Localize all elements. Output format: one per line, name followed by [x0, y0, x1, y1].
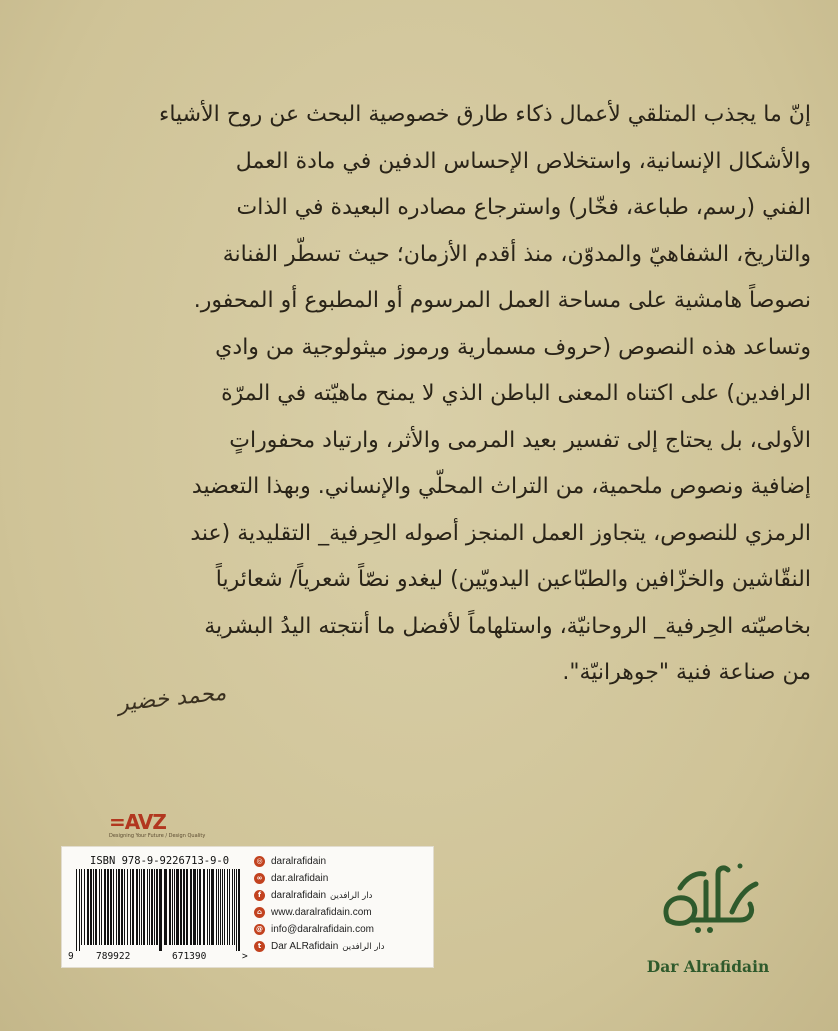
barcode-bar [222, 869, 223, 945]
barcode-bar [143, 869, 145, 945]
barcode-bar [224, 869, 225, 945]
barcode-bar [154, 869, 155, 945]
body-line: والأشكال الإنسانية، واستخلاص الإحساس الدفين في مادة العمل [235, 148, 811, 174]
barcode-bar [176, 869, 179, 945]
barcode-bar [207, 869, 208, 945]
barcode-bar [76, 869, 77, 951]
barcode-bar [211, 869, 214, 945]
barcode-bar [116, 869, 117, 945]
body-line: وتساعد هذه النصوص (حروف مسمارية ورموز ميثولوجية من وادي [215, 334, 811, 360]
contact-facebook[interactable] [254, 887, 430, 904]
barcode-bar [139, 869, 140, 945]
body-text [95, 92, 811, 697]
barcode-bar [136, 869, 138, 945]
barcode-bar [90, 869, 92, 945]
barcode-bar [156, 869, 158, 945]
publisher-logo-icon [640, 858, 770, 938]
barcode-bar [183, 869, 185, 945]
barcode-bar [81, 869, 82, 945]
barcode-bar [218, 869, 219, 945]
contact-text: info@daralrafidain.com [271, 924, 374, 935]
barcode-bar [227, 869, 228, 945]
body-line: من صناعة فنية "جوهرانيّة". [562, 660, 811, 685]
barcode-bar [93, 869, 94, 945]
barcode-bars [74, 869, 244, 951]
barcode-bar [147, 869, 148, 945]
body-line: نصوصاً هامشية على مساحة العمل المرسوم أو المطبوع أو المحفور. [193, 288, 811, 313]
barcode-bar [110, 869, 112, 945]
contact-text-arabic: دار الرافدين [342, 941, 385, 952]
barcode-bar [180, 869, 182, 945]
contact-text: Dar ALRafidain [271, 941, 339, 952]
barcode-bar [151, 869, 153, 945]
barcode-bar [220, 869, 221, 945]
barcode-digit-prefix: 9 [68, 951, 74, 962]
contact-text-arabic: دار الرافدين [330, 890, 373, 901]
contact-email[interactable] [254, 921, 430, 938]
barcode-bar [216, 869, 217, 945]
barcode-bar [132, 869, 134, 945]
barcode-digit-left: 789922 [96, 951, 131, 962]
barcode-bar [186, 869, 188, 945]
instagram-icon: ◎ [254, 856, 265, 867]
barcode-bar [197, 869, 198, 945]
barcode-bar [104, 869, 106, 945]
body-line: بخاصيّته الحِرفية_ الروحانيّة، واستلهاماً لأفضل ما أنتجته اليدُ البشرية [204, 613, 811, 639]
barcode-bar [232, 869, 233, 945]
web-icon: ⌂ [254, 907, 265, 918]
twitter-icon: t [254, 941, 265, 952]
contact-text: daralrafidain [271, 890, 327, 901]
barcode-bar [229, 869, 230, 945]
barcode-bar [209, 869, 210, 945]
barcode-bar [238, 869, 240, 951]
body-line: النقّاشين والخزّافين والطبّاعين اليدويّين) ليغدو نصّاً شعرياً/ شعائرياً [215, 567, 811, 592]
barcode-bar [87, 869, 89, 945]
contact-text: daralrafidain [271, 856, 327, 867]
contact-instagram[interactable] [254, 853, 430, 870]
publisher-name: Dar Alrafidain [646, 957, 770, 976]
barcode-digit-right: 671390 [172, 951, 207, 962]
barcode-bar [193, 869, 196, 945]
barcode-bar [141, 869, 142, 945]
barcode-digit-end: > [242, 951, 248, 962]
email-icon: @ [256, 925, 263, 933]
barcode-bar [99, 869, 100, 945]
author-signature: محمد خضير [116, 680, 228, 717]
designer-mark: =AVZ [109, 810, 166, 834]
isbn-label: ISBN 978-9-9226713-9-0 [90, 855, 230, 867]
body-line: الأولى، بل يحتاج إلى تفسير بعيد المرمى والأثر، وارتياد محفوراتٍ [229, 427, 811, 453]
barcode-bar [236, 869, 237, 951]
barcode-bar [172, 869, 173, 945]
barcode-bar [199, 869, 201, 945]
barcode-bar [121, 869, 123, 945]
barcode-bar [107, 869, 109, 945]
contact-list [254, 853, 430, 955]
body-line: والتاريخ، الشفاهيّ والمدوّن، منذ أقدم الأزمان؛ حيث تسطّر الفنانة [222, 241, 811, 267]
facebook-icon: f [254, 890, 265, 901]
barcode-bar [101, 869, 102, 945]
barcode-bar [95, 869, 97, 945]
barcode-bar [164, 869, 167, 945]
contact-twitter[interactable] [254, 938, 430, 955]
designer-logo [95, 812, 215, 846]
barcode-bar [118, 869, 120, 945]
barcode-bar [124, 869, 125, 945]
barcode-bar [127, 869, 128, 945]
body-line: إنّ ما يجذب المتلقي لأعمال ذكاء طارق خصوصية البحث عن روح الأشياء [158, 102, 811, 127]
barcode-bar [159, 869, 162, 951]
barcode-bar [234, 869, 235, 945]
body-line: الرافدين) على اكتناه المعنى الباطن الذي لا يمنح ماهيّته في المرّة [221, 381, 811, 406]
barcode [66, 851, 251, 965]
barcode-bar [149, 869, 150, 945]
isbn-contact-card [61, 846, 434, 968]
designer-tagline: Designing Your Future / Design Quality [109, 833, 206, 839]
barcode-bar [84, 869, 85, 945]
barcode-bar [79, 869, 80, 951]
barcode-bar [174, 869, 175, 945]
contact-website[interactable] [254, 904, 430, 921]
contact-link[interactable] [254, 870, 430, 887]
barcode-bar [190, 869, 192, 945]
barcode-bar [203, 869, 205, 945]
link-icon: ∞ [254, 873, 265, 884]
body-line: الفني (رسم، طباعة، فخّار) واسترجاع مصادره البعيدة في الذات [236, 195, 811, 220]
barcode-bar [169, 869, 171, 945]
barcode-bar [113, 869, 114, 945]
body-line: إضافية ونصوص ملحمية، من التراث المحلّي والإنساني. وبهذا التعضيد [191, 474, 811, 499]
barcode-bar [130, 869, 131, 945]
contact-text: www.daralrafidain.com [271, 907, 372, 918]
body-line: الرمزي للنصوص، يتجاوز العمل المنجز أصوله الحِرفية_ التقليدية (عند [190, 520, 811, 546]
contact-text: dar.alrafidain [271, 873, 329, 884]
